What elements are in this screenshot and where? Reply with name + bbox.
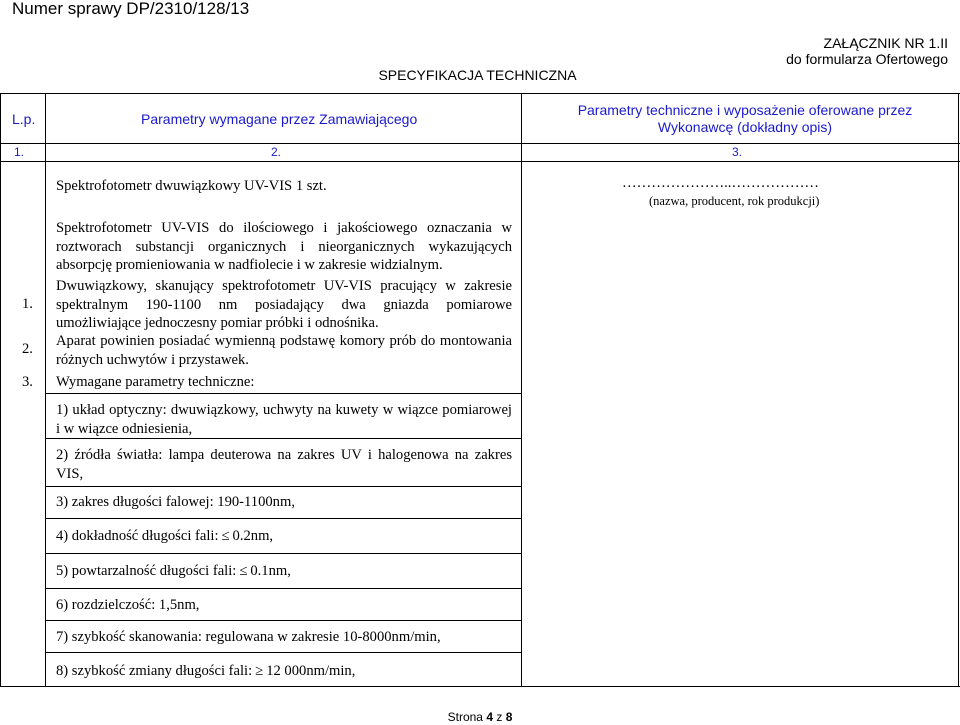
header-row-border xyxy=(0,143,960,144)
param-slew-speed-value: 12 000nm/min, xyxy=(266,663,356,679)
param-divider-1 xyxy=(46,438,521,439)
param-wavelength-accuracy-value: 0.2nm, xyxy=(232,528,274,544)
column-header-offered: Parametry techniczne i wyposażenie oferowane przez xyxy=(577,102,913,118)
footer-prefix: Strona xyxy=(447,710,483,724)
greater-or-equal-symbol: ≥ xyxy=(255,663,264,679)
table-bottom-border xyxy=(0,686,960,687)
column-number-2: 2. xyxy=(271,145,282,159)
numbers-row-border xyxy=(0,161,960,162)
param-divider-7 xyxy=(46,652,521,653)
column-header-offered-detail: Wykonawcę (dokładny opis) xyxy=(657,119,833,135)
param-wavelength-accuracy xyxy=(56,527,273,546)
device-title: Spektrofotometr dwuwiązkowy UV-VIS 1 szt. xyxy=(56,178,327,194)
table-top-border xyxy=(0,93,960,94)
document-title: SPECYFIKACJA TECHNICZNA xyxy=(378,67,577,83)
param-wavelength-slew-speed xyxy=(56,662,355,681)
case-number: Numer sprawy DP/2310/128/13 xyxy=(12,0,250,18)
item-2-number: 2. xyxy=(22,341,33,357)
param-wavelength-accuracy-label: 4) dokładność długości fali: xyxy=(56,528,219,544)
attachment-label: ZAŁĄCZNIK NR 1.II xyxy=(823,35,948,51)
param-slew-speed-label: 8) szybkość zmiany długości fali: xyxy=(56,663,253,679)
param-wavelength-repeatability-value: 0.1nm, xyxy=(250,563,291,579)
attachment-sublabel: do formularza Ofertowego xyxy=(786,51,948,67)
param-light-sources: 2) źródła światła: lampa deuterowa na zakres UV i halogenowa na zakres VIS, xyxy=(56,447,512,482)
param-resolution: 6) rozdzielczość: 1,5nm, xyxy=(56,597,200,613)
offer-placeholder-dots: …………………..……………… xyxy=(622,175,820,191)
item-1-number: 1. xyxy=(22,296,33,312)
item-3-text: Wymagane parametry techniczne: xyxy=(56,374,255,390)
item-3-number: 3. xyxy=(22,374,33,390)
table-right-border xyxy=(958,93,959,687)
column-number-3: 3. xyxy=(732,145,743,159)
footer-separator: z xyxy=(496,710,503,724)
table-left-border xyxy=(0,93,1,687)
param-wavelength-repeatability xyxy=(56,562,291,581)
param-divider-3 xyxy=(46,518,521,519)
less-or-equal-symbol: ≤ xyxy=(239,563,248,579)
param-wavelength-repeatability-label: 5) powtarzalność długości fali: xyxy=(56,563,237,579)
param-divider-2 xyxy=(46,486,521,487)
param-wavelength-range: 3) zakres długości falowej: 190-1100nm, xyxy=(56,494,295,510)
param-divider-6 xyxy=(46,620,521,621)
less-or-equal-symbol: ≤ xyxy=(221,528,230,544)
page-footer xyxy=(0,710,960,724)
footer-page-number: 4 xyxy=(486,710,493,724)
param-divider-5 xyxy=(46,588,521,589)
column-number-1: 1. xyxy=(14,145,25,159)
param-divider-4 xyxy=(46,553,521,554)
column-header-lp: L.p. xyxy=(12,111,36,127)
params-box-top xyxy=(46,393,521,394)
param-scan-speed: 7) szybkość skanowania: regulowana w zakresie 10-8000nm/min, xyxy=(56,629,441,645)
device-description: Spektrofotometr UV-VIS do ilościowego i jakościowego oznaczania w roztworach substancji organicznych i nieorganicznych wykazujących absorpcję promieniowania w nadfiolecie i w zakresie widzialnym. xyxy=(56,220,512,273)
item-1-text: Dwuwiązkowy, skanujący spektrofotometr UV-VIS pracujący w zakresie spektralnym 190-1100 nm posiadający dwa gniazda pomiarowe umożliwiające jednoczesny pomiar próbki i odnośnika. xyxy=(56,278,512,331)
column-header-required: Parametry wymagane przez Zamawiającego xyxy=(141,111,418,127)
column-divider-2 xyxy=(521,93,522,687)
param-optical-system: 1) układ optyczny: dwuwiązkowy, uchwyty na kuwety w wiązce pomiarowej i w wiązce odniesienia, xyxy=(56,402,512,437)
item-2-text: Aparat powinien posiadać wymienną podstawę komory prób do montowania różnych uchwytów i przystawek. xyxy=(56,333,512,368)
offer-placeholder-hint: (nazwa, producent, rok produkcji) xyxy=(649,194,820,208)
footer-page-total: 8 xyxy=(505,710,513,724)
